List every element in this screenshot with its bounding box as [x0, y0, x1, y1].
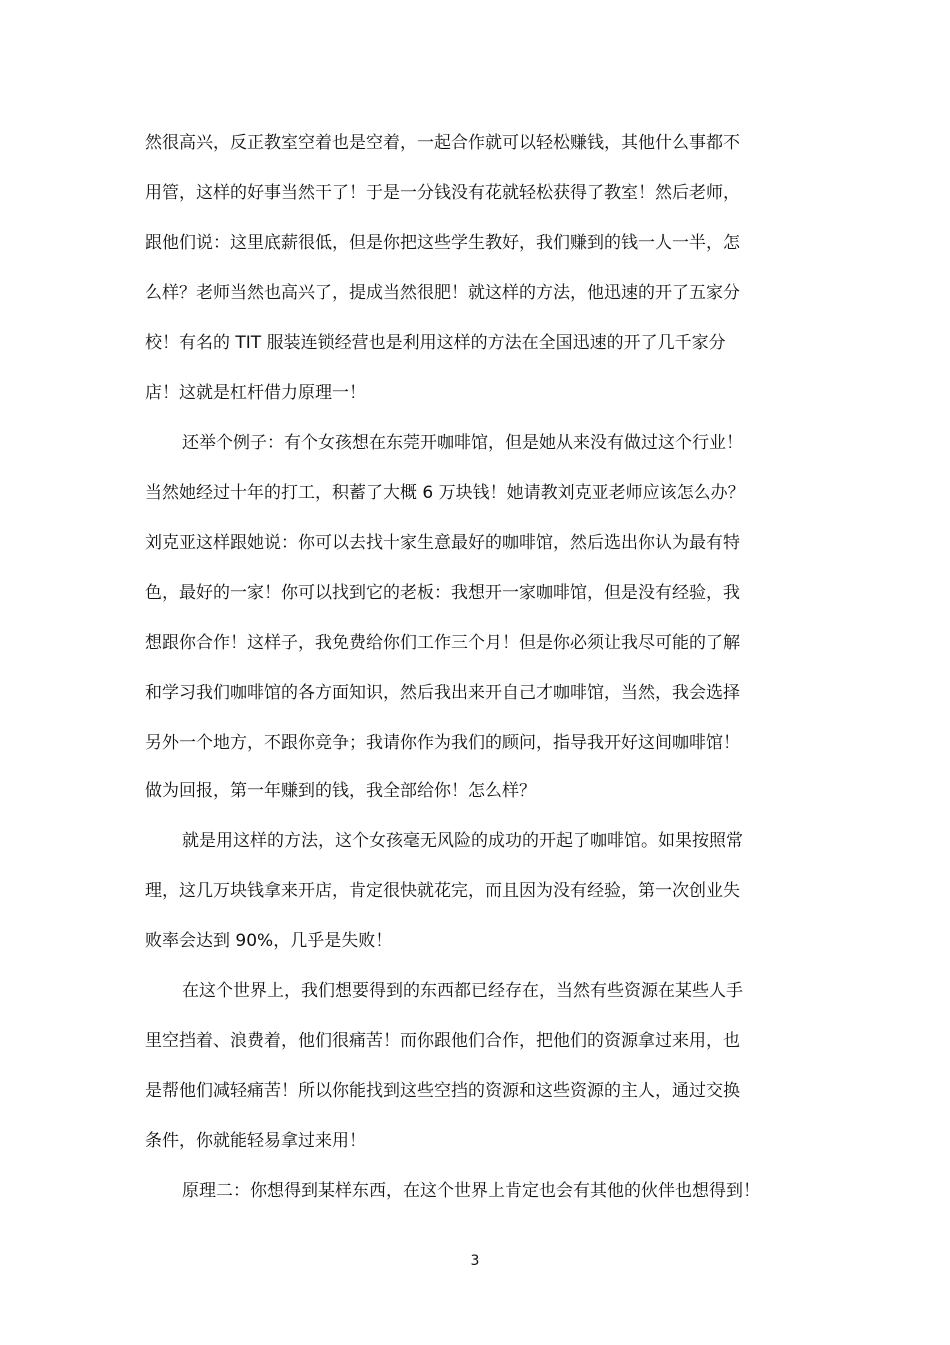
text-line: 条件，你就能轻易拿过来用！	[145, 1131, 366, 1151]
text-line: 里空挡着、浪费着，他们很痛苦！而你跟他们合作，把他们的资源拿过来用，也	[145, 1031, 740, 1051]
text-line: 原理二：你想得到某样东西，在这个世界上肯定也会有其他的伙伴也想得到！	[182, 1181, 760, 1201]
text-line: 刘克亚这样跟她说：你可以去找十家生意最好的咖啡馆，然后选出你认为最有特	[145, 533, 740, 553]
text-line: 还举个例子：有个女孩想在东莞开咖啡馆，但是她从来没有做过这个行业！	[182, 433, 743, 453]
text-line: 想跟你合作！这样子，我免费给你们工作三个月！但是你必须让我尽可能的了解	[145, 633, 740, 653]
text-line: 败率会达到 90%，几乎是失败！	[145, 931, 393, 951]
text-line: 就是用这样的方法，这个女孩毫无风险的成功的开起了咖啡馆。如果按照常	[182, 831, 743, 851]
text-line: 么样？老师当然也高兴了，提成当然很肥！就这样的方法，他迅速的开了五家分	[145, 283, 740, 303]
text-line: 校！有名的 TIT 服装连锁经营也是利用这样的方法在全国迅速的开了几千家分	[145, 333, 726, 353]
text-line: 和学习我们咖啡馆的各方面知识，然后我出来开自己才咖啡馆，当然，我会选择	[145, 683, 740, 703]
text-line: 另外一个地方，不跟你竞争；我请你作为我们的顾问，指导我开好这间咖啡馆！	[145, 733, 740, 753]
text-line: 跟他们说：这里底薪很低，但是你把这些学生教好，我们赚到的钱一人一半，怎	[145, 233, 740, 253]
text-line: 在这个世界上，我们想要得到的东西都已经存在，当然有些资源在某些人手	[182, 981, 743, 1001]
text-line: 理，这几万块钱拿来开店，肯定很快就花完，而且因为没有经验，第一次创业失	[145, 881, 740, 901]
text-line: 当然她经过十年的打工，积蓄了大概 6 万块钱！她请教刘克亚老师应该怎么办？	[145, 483, 745, 503]
text-line: 色，最好的一家！你可以找到它的老板：我想开一家咖啡馆，但是没有经验，我	[145, 583, 740, 603]
text-line: 做为回报，第一年赚到的钱，我全部给你！怎么样？	[145, 781, 536, 801]
text-line: 是帮他们减轻痛苦！所以你能找到这些空挡的资源和这些资源的主人，通过交换	[145, 1081, 740, 1101]
text-line: 店！这就是杠杆借力原理一！	[145, 383, 366, 403]
page-number: 3	[470, 1253, 480, 1269]
text-line: 用管，这样的好事当然干了！于是一分钱没有花就轻松获得了教室！然后老师，	[145, 183, 740, 203]
text-line: 然很高兴，反正教室空着也是空着，一起合作就可以轻松赚钱，其他什么事都不	[145, 133, 740, 153]
